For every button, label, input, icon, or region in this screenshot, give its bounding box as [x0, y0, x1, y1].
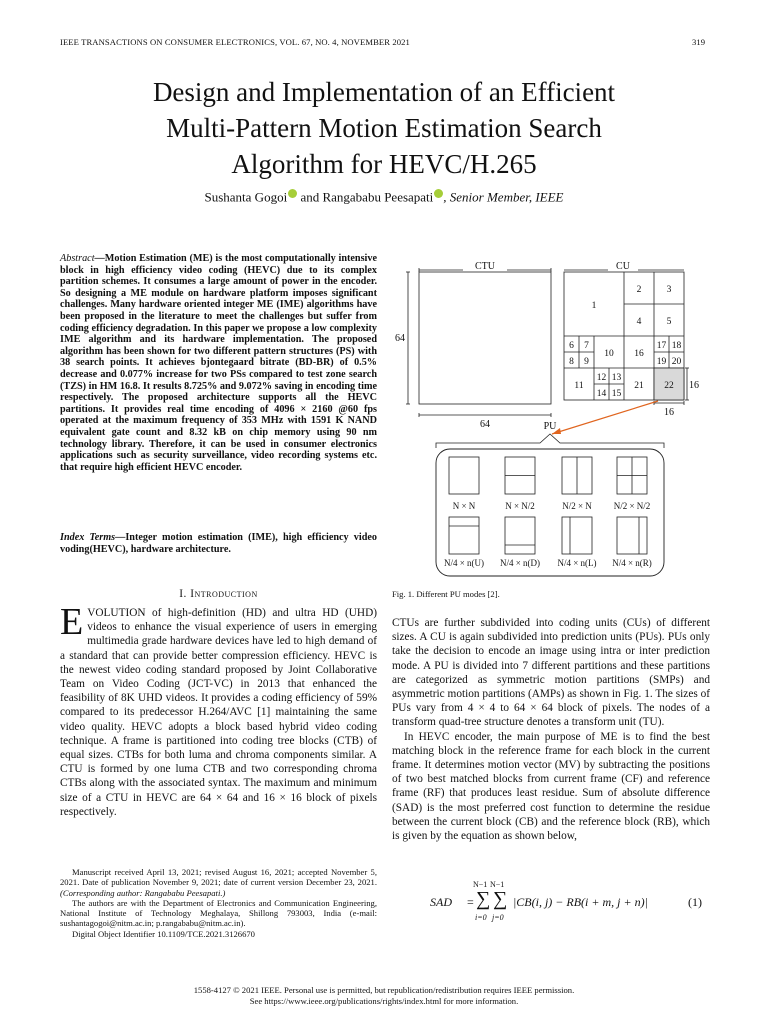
index-terms-text: —Integer motion estimation (IME), high efficiency video voding(HEVC), hardware architecture. — [60, 532, 377, 555]
body-paragraph: In HEVC encoder, the main purpose of ME is to find the best matching block in the reference frame for each block in the current frame. It determines motion vector (MV) by subtracting the positions of two best matched blocks from current frame (CF) and reference frame (RF) that produces least residue. Sum of absolute difference (SAD) is the most preferred cost function to determine the residue between the current block (CB) and the reference block (RB), which is given by the equation as shown below, — [392, 730, 710, 843]
doi[interactable]: Digital Object Identifier 10.1109/TCE.2021.3126670 — [72, 928, 255, 939]
title-line: Multi-Pattern Motion Estimation Search — [166, 113, 602, 143]
copyright-notice: 1558-4127 © 2021 IEEE. Personal use is permitted, but republication/redistribution requires IEEE permission. See https://www.ieee.org/publications/rights/index.html for more information. — [0, 985, 768, 1007]
eq-lhs: SAD — [430, 895, 452, 909]
eq-upper: N−1 — [473, 880, 488, 889]
dim-label: 16 — [664, 407, 674, 418]
eq-lower: i=0 — [475, 913, 487, 922]
pu-mode-label: N/4 × n(R) — [612, 558, 652, 568]
cu-number: 19 — [656, 357, 667, 367]
cu-number: 13 — [611, 373, 622, 383]
eq-lower: j=0 — [492, 913, 504, 922]
cu-label: CU — [616, 261, 630, 272]
cu-number: 11 — [574, 381, 584, 391]
equation-sad: SAD = N−1 ∑ i=0 N−1 ∑ j=0 |CB(i, j) − RB(i + m, j + n)| (1) — [430, 880, 702, 922]
dim-label: 16 — [689, 380, 699, 391]
section-heading: I. Introduction — [179, 588, 258, 600]
index-terms — [60, 532, 377, 555]
cu-number: 1 — [591, 301, 597, 311]
author-line — [0, 187, 768, 205]
cu-number: 17 — [656, 341, 667, 351]
cu-number: 10 — [604, 349, 614, 359]
pu-brace — [436, 434, 664, 448]
author-name: and Rangababu Peesapati — [297, 189, 434, 205]
orcid-icon[interactable] — [434, 189, 443, 198]
pu-mode-label: N/4 × n(U) — [443, 558, 485, 568]
intro-paragraph — [60, 601, 377, 819]
body-paragraph: CTUs are further subdivided into coding units (CUs) of different sizes. A CU is again subdivided into prediction units (PUs). PUs only take the decision to encode an image using intra or inter prediction mode. A PU is divided into 7 different partitions and these partitions are categorized as symmetric motion partitions (SMPs) and asymmetric motion partitions (AMPs) as shown in Fig. 1. The sizes of PUs vary from 4 × 4 to 64 × 64 block of pixels. The nodes of a transform quad-tree structure denotes a transform unit (TU). — [392, 617, 710, 729]
abstract-label: Abstract — [60, 253, 95, 264]
cu-number: 6 — [569, 341, 574, 351]
dim-label: 64 — [395, 333, 405, 344]
pu-mode-label: N/4 × n(D) — [499, 558, 541, 568]
cu-number: 7 — [584, 341, 589, 351]
title-line: Design and Implementation of an Efficient — [152, 77, 616, 107]
figure-pu-modes — [390, 255, 715, 585]
pu-mode-label: N × N/2 — [505, 501, 535, 511]
ctu-label: CTU — [475, 261, 495, 272]
sum-icon: ∑ — [493, 888, 508, 910]
cu-number: 18 — [671, 341, 682, 351]
cu-number: 15 — [611, 389, 622, 399]
cu-number: 14 — [596, 389, 607, 399]
eq-upper: N−1 — [490, 880, 505, 889]
cu-number: 21 — [634, 381, 644, 391]
rights-link[interactable]: See https://www.ieee.org/publications/rights/index.html for more information. — [249, 996, 519, 1006]
cu-number: 3 — [666, 285, 672, 295]
index-terms-label: Index Terms — [60, 532, 116, 543]
footnote: Manuscript received April 13, 2021; revised August 16, 2021; accepted November 5, 2021. Date of publication November 9, 2021; date of current version December 23, 2021. (Corresponding author: Rangababu Peesapati.) The authors are with the Department of Electronics and Communication Engineering, National Institute of Technology Meghalaya, Shillong 793003, India (e-mail: sushantagogoi@nitm.ac.in; p.rangababu@nitm.ac.in). Digital Object Identifier 10.1109/TCE.2021.3126670 — [60, 867, 377, 939]
abstract — [60, 253, 377, 473]
pu-mode-label: N/2 × N — [562, 501, 592, 511]
drop-cap: E — [60, 601, 84, 643]
cu-number: 16 — [634, 349, 644, 359]
pu-mode-label: N/2 × N/2 — [613, 501, 651, 511]
right-column-text — [392, 616, 710, 843]
title-line: Algorithm for HEVC/H.265 — [231, 149, 537, 179]
cu-number: 4 — [636, 317, 642, 327]
sum-icon: ∑ — [476, 888, 491, 910]
page-number: 319 — [692, 37, 706, 47]
pu-label: PU — [543, 421, 557, 432]
paper-title — [0, 74, 768, 182]
eq-number: (1) — [688, 895, 702, 909]
orcid-icon[interactable] — [288, 189, 297, 198]
author-suffix: , Senior Member, IEEE — [443, 189, 564, 205]
journal-header: IEEE TRANSACTIONS ON CONSUMER ELECTRONICS, VOL. 67, NO. 4, NOVEMBER 2021 — [60, 37, 410, 47]
abstract-text: —Motion Estimation (ME) is the most computationally intensive block in high efficiency video coding (HEVC) due to its complex partition schemes. It consumes a large amount of power in the encoder. So designing a ME module on hardware platform imposes significant challenges. Many hardware oriented integer ME (IME) algorithms have been proposed in the literature to meet the challenges but suffer from coding efficiency degradation. In this paper we propose a low complexity IME algorithm and its hardware implementation. The proposed algorithm has been shown for two different pattern structures (PS) with 38 search points. It achieves bjontegaard bitrate (BD-BR) of 0.5% decrease and 0.077% increase for two PSs compared to test zone search (TZS) in HM 16.8. It results 8.725% and 9.072% saving in encoding time respectively. The proposed architecture supports all the HEVC partitions. It provides real time encoding of 4096 × 2160 @60 fps operated at the maximum frequency of 353 MHz with 1591 K NAND equivalent gate count and 8.32 kB on chip memory using 90 nm technology library. Therefore, it can be used in consumer electronics applications such as security surveillance, video recording systems etc. that require high efficient HEVC encoder. — [60, 253, 377, 473]
cu-number: 5 — [666, 317, 672, 327]
cu-number: 12 — [596, 373, 607, 383]
author-name: Sushanta Gogoi — [204, 189, 288, 205]
cu-number: 22 — [664, 381, 674, 391]
pu-mode-label: N/4 × n(L) — [557, 558, 597, 568]
eq-body: |CB(i, j) − RB(i + m, j + n)| — [513, 895, 648, 909]
cu-number: 8 — [569, 357, 574, 367]
pu-mode-label: N × N — [452, 501, 476, 511]
cu-number: 9 — [584, 357, 589, 367]
footnote-affiliation: The authors are with the Department of Electronics and Communication Engineering, National Institute of Technology Meghalaya, Shillong 793003, India (e-mail: sushantagogoi@nitm.ac.in; p.rangababu@nitm.ac.in). — [60, 897, 377, 929]
figure-caption: Fig. 1. Different PU modes [2]. — [392, 589, 500, 599]
dim-label: 64 — [480, 419, 490, 430]
cu-number: 2 — [636, 285, 642, 295]
pu-arrow — [552, 401, 658, 434]
pu-container — [436, 449, 664, 576]
intro-text: VOLUTION of high-definition (HD) and ultra HD (UHD) videos to enhance the visual experience of users in emerging multimedia grade hardware devices have led to high demand of a standard that can provide better compression efficiency. HEVC is the newest video coding standard proposed by Joint Collaborative Team on Video Coding (JCT-VC) in 2013 that enhanced the feasibility of 8K UHD videos. It provides a coding efficiency of 59% compared to its predecessor H.264/AVC [1] maintaining the same video quality. HEVC adopts a block based hybrid video coding technique. A frame is partitioned into coding tree blocks (CTB) of equal sizes. CTBs for both luma and chroma components similar. A CTU is formed by one luma CTB and two corresponding chroma CTBs along with the associated syntax. The maximum and minimum size of a CTU in HEVC are 64 × 64 and 16 × 16 block of pixels respectively. — [60, 607, 377, 818]
cu-number: 20 — [671, 357, 682, 367]
